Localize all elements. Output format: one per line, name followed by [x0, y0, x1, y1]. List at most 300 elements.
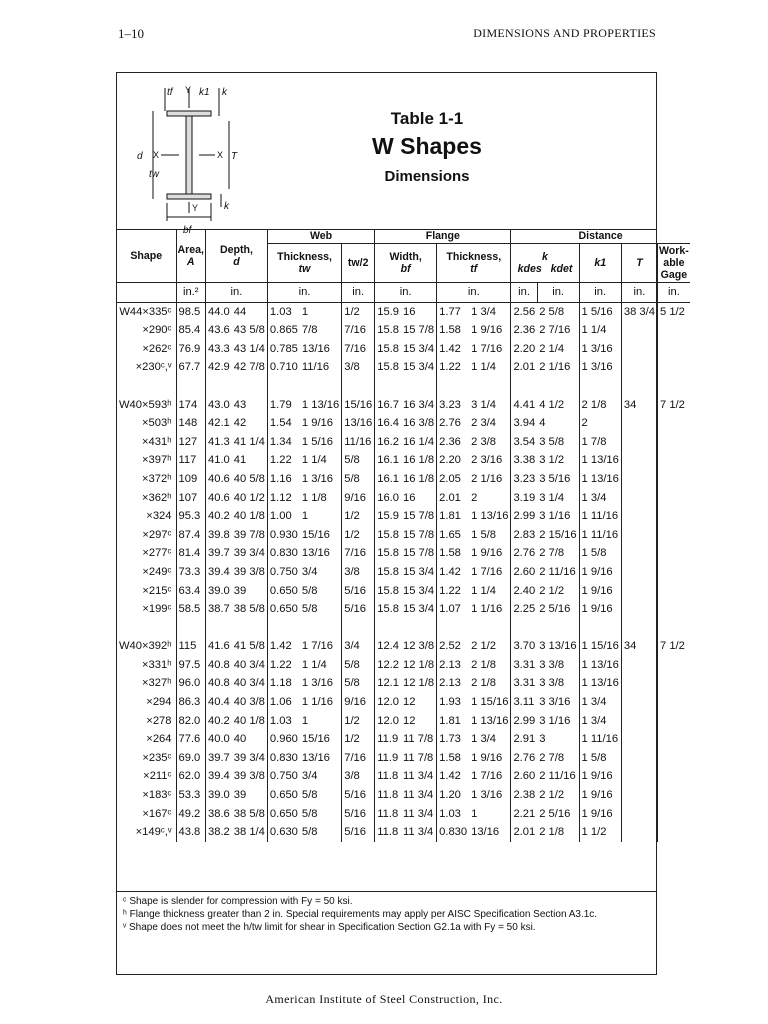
table-cell: 7/16	[342, 340, 375, 359]
table-row	[117, 526, 690, 545]
table-cell: 11 7/8	[403, 733, 434, 746]
label-bf: bf	[183, 225, 192, 236]
table-cell: 1.42	[267, 637, 300, 656]
table-cell: 107	[176, 489, 206, 508]
table-cell: 12 1/8	[403, 677, 435, 690]
table-cell: 15.8	[375, 582, 401, 601]
spacer-cell	[375, 619, 401, 638]
table-cell: 15 3/4	[403, 584, 435, 597]
table-cell: 1 1/4	[301, 454, 327, 467]
table-cell: 11/16	[342, 433, 375, 452]
table-cell: 5/8	[301, 603, 318, 616]
table-cell: 0.865	[267, 321, 300, 340]
table-cell: 3 13/16	[539, 640, 577, 653]
table-cell: 39.0	[206, 786, 232, 805]
table-row	[117, 489, 690, 508]
table-cell: ×331ʰ	[142, 658, 172, 671]
table-cell: 40 5/8	[233, 472, 265, 485]
table-cell: 1.93	[437, 693, 470, 712]
table-cell: 38.6	[206, 805, 232, 824]
table-cell: 3.31	[511, 656, 537, 675]
table-cell: ×294	[146, 696, 172, 709]
table-cell: 1 9/16	[579, 563, 621, 582]
table-cell	[621, 730, 657, 749]
table-cell: 69.0	[176, 749, 206, 768]
table-cell: 1 5/8	[579, 544, 621, 563]
table-cell: 11.8	[375, 823, 401, 842]
group-spacer	[117, 377, 690, 396]
table-cell: 3 1/4	[471, 398, 496, 411]
header-flange-width-symbol: bf	[400, 263, 411, 275]
table-cell: 5/8	[301, 789, 318, 802]
table-row	[117, 730, 690, 749]
table-cell: 2 3/16	[471, 454, 503, 467]
header-flange-thickness-label: Thickness,	[446, 251, 502, 263]
table-cell: 43	[233, 398, 247, 411]
table-cell	[621, 544, 657, 563]
table-cell: 11 3/4	[403, 826, 434, 839]
table-row	[117, 693, 690, 712]
table-cell: 1.22	[437, 582, 470, 601]
units-row	[117, 283, 690, 303]
table-cell: 13/16	[301, 342, 330, 355]
table-cell: 15.8	[375, 600, 401, 619]
running-head: DIMENSIONS AND PROPERTIES	[473, 26, 656, 40]
table-cell: 39 7/8	[233, 528, 265, 541]
header-web-thickness	[267, 244, 341, 283]
table-cell: 1/2	[342, 526, 375, 545]
table-cell	[621, 600, 657, 619]
label-T: T	[231, 151, 238, 162]
table-cell	[657, 656, 689, 675]
table-cell: 11 3/4	[403, 789, 434, 802]
unit-blank	[117, 283, 176, 303]
unit-cell: in.	[511, 283, 537, 303]
label-k-top: k	[222, 87, 227, 98]
table-cell: ×230ᶜ,ᵛ	[135, 361, 172, 374]
header-web-thickness-label: Thickness,	[277, 251, 332, 263]
table-cell: 2.36	[437, 433, 470, 452]
table-cell: 38 1/4	[233, 826, 265, 839]
table-cell: 1 3/16	[471, 789, 503, 802]
header-depth-symbol: d	[233, 255, 240, 268]
table-cell: ×235ᶜ	[142, 751, 172, 764]
table-cell: 16.1	[375, 451, 401, 470]
table-cell: 15.8	[375, 544, 401, 563]
table-cell: 16 1/4	[403, 435, 435, 448]
unit-cell: in.	[437, 283, 511, 303]
spacer-cell	[437, 377, 470, 396]
table-cell: 15.9	[375, 302, 401, 321]
table-row	[117, 396, 690, 415]
table-cell: ×167ᶜ	[142, 807, 172, 820]
table-cell: 16.0	[375, 489, 401, 508]
table-cell	[621, 526, 657, 545]
table-cell	[621, 451, 657, 470]
table-cell: ×277ᶜ	[142, 547, 172, 560]
table-cell: 1 9/16	[579, 600, 621, 619]
table-cell: 43.0	[206, 396, 232, 415]
table-cell	[621, 656, 657, 675]
header-gage: Work- able Gage	[658, 245, 689, 281]
table-cell: 15 3/4	[403, 361, 435, 374]
table-cell: 5/8	[342, 470, 375, 489]
table-cell: 3 5/8	[539, 435, 565, 448]
header-area-symbol: A	[186, 255, 195, 268]
table-cell: 3.38	[511, 451, 537, 470]
table-cell: 1	[471, 807, 478, 820]
table-cell: 11.8	[375, 767, 401, 786]
table-cell: 1 9/16	[579, 805, 621, 824]
table-cell: 0.650	[267, 786, 300, 805]
table-row	[117, 786, 690, 805]
table-cell: 38 5/8	[233, 603, 265, 616]
header-distance: Distance	[511, 229, 690, 244]
table-row	[117, 358, 690, 377]
table-cell: 3 5/16	[539, 472, 571, 485]
table-cell: ×372ʰ	[142, 472, 172, 485]
table-cell: 1.65	[437, 526, 470, 545]
table-cell: 97.5	[176, 656, 206, 675]
table-cell	[657, 600, 689, 619]
table-cell: 0.750	[267, 767, 300, 786]
table-cell: 1	[301, 714, 309, 727]
table-cell: 1 5/16	[579, 302, 621, 321]
spacer-cell	[579, 619, 621, 638]
table-cell: ×183ᶜ	[142, 789, 172, 802]
notes-rule	[117, 891, 656, 892]
table-cell: 11/16	[301, 361, 330, 374]
header-k	[511, 244, 579, 283]
table-cell: 12	[403, 714, 416, 727]
table-cell: 40.8	[206, 674, 232, 693]
table-cell: 5/8	[301, 584, 318, 597]
table-cell: 7/16	[342, 321, 375, 340]
unit-cell: in.	[206, 283, 268, 303]
table-cell: 12 1/8	[403, 658, 435, 671]
table-cell: 2.99	[511, 507, 537, 526]
table-cell: 11.8	[375, 786, 401, 805]
table-row	[117, 674, 690, 693]
table-cell: 1.58	[437, 544, 470, 563]
table-row	[117, 507, 690, 526]
table-cell: 1/2	[342, 730, 375, 749]
table-cell: 39.0	[206, 582, 232, 601]
table-cell: 0.960	[267, 730, 300, 749]
header-flange-width	[375, 244, 437, 283]
table-cell: 3/4	[342, 637, 375, 656]
table-cell: 2.13	[437, 656, 470, 675]
table-cell	[657, 749, 689, 768]
table-row	[117, 637, 690, 656]
table-cell: 3/4	[301, 565, 318, 578]
unit-cell: in.	[375, 283, 437, 303]
table-cell: 1/2	[342, 302, 375, 321]
table-cell: 1.42	[437, 563, 470, 582]
table-cell: 1 13/16	[579, 674, 621, 693]
table-cell: 5/16	[342, 805, 375, 824]
table-cell: 1 3/16	[301, 677, 333, 690]
header-depth	[206, 229, 268, 283]
header-shape: Shape	[117, 229, 176, 283]
table-cell: 12.0	[375, 712, 401, 731]
table-cell: 3 3/8	[539, 677, 565, 690]
table-row	[117, 470, 690, 489]
table-cell: 2.21	[511, 805, 537, 824]
table-cell: 1.22	[267, 451, 300, 470]
table-cell: 38.2	[206, 823, 232, 842]
table-cell: 0.785	[267, 340, 300, 359]
table-cell: 117	[176, 451, 206, 470]
table-cell: 39 3/8	[233, 565, 265, 578]
table-cell: 1 5/8	[579, 749, 621, 768]
table-cell	[621, 358, 657, 377]
table-cell	[621, 340, 657, 359]
table-cell: 1 11/16	[579, 507, 621, 526]
table-cell: 1 13/16	[301, 398, 340, 411]
table-cell: 44	[233, 305, 247, 318]
table-cell: ×503ʰ	[142, 417, 172, 430]
table-cell: 85.4	[176, 321, 206, 340]
table-cell: 1 9/16	[471, 324, 503, 337]
table-cell: 1.42	[437, 340, 470, 359]
label-x-right: X	[217, 150, 224, 160]
table-cell	[657, 823, 689, 842]
spacer-cell	[401, 377, 437, 396]
table-cell: W40×593ʰ	[119, 398, 172, 411]
spacer-cell	[176, 619, 206, 638]
table-cell: 49.2	[176, 805, 206, 824]
table-cell: 0.830	[437, 823, 470, 842]
table-cell: 39 3/4	[233, 547, 265, 560]
table-row	[117, 656, 690, 675]
table-cell: 96.0	[176, 674, 206, 693]
table-cell	[657, 433, 689, 452]
table-cell: 58.5	[176, 600, 206, 619]
table-cell: 34	[621, 396, 657, 415]
table-cell: 34	[621, 637, 657, 656]
table-cell: ×215ᶜ	[142, 584, 172, 597]
table-cell: ×297ᶜ	[142, 528, 172, 541]
table-cell: 1 3/16	[579, 340, 621, 359]
table-row	[117, 600, 690, 619]
table-row	[117, 340, 690, 359]
table-cell: 3 1/2	[539, 454, 565, 467]
table-cell: 1 7/16	[471, 342, 503, 355]
table-cell: 39	[233, 789, 247, 802]
table-cell	[657, 582, 689, 601]
table-cell: 16.4	[375, 414, 401, 433]
table-cell	[621, 414, 657, 433]
table-cell: 5/8	[301, 826, 318, 839]
table-row	[117, 544, 690, 563]
table-row	[117, 414, 690, 433]
table-cell: 1 3/4	[471, 305, 496, 318]
table-cell	[621, 321, 657, 340]
table-cell: 15 7/8	[403, 324, 435, 337]
table-cell: 98.5	[176, 302, 206, 321]
footnote-v: ᵛ Shape does not meet the h/tw limit for shear in Specification Section G2.1a with Fy = 50 ksi.	[123, 922, 536, 933]
table-cell: 1 9/16	[579, 767, 621, 786]
unit-cell: in.	[621, 283, 657, 303]
table-cell: 1 7/16	[471, 770, 503, 783]
table-cell: 15 3/4	[403, 603, 435, 616]
table-cell	[621, 805, 657, 824]
table-cell: 1 5/8	[471, 528, 496, 541]
header-k-label: k	[542, 251, 548, 263]
footer-publisher: American Institute of Steel Construction, Inc.	[265, 992, 503, 1006]
header-web-thickness-symbol: tw	[298, 263, 311, 275]
table-cell: 62.0	[176, 767, 206, 786]
label-x-left: X	[153, 150, 160, 160]
table-cell: 40 3/8	[233, 696, 265, 709]
table-cell: 40 1/8	[233, 510, 265, 523]
table-cell: 2.76	[511, 544, 537, 563]
header-k1-label: k1	[594, 257, 607, 269]
label-k1: k1	[199, 87, 210, 98]
table-cell: 0.650	[267, 600, 300, 619]
table-cell	[621, 674, 657, 693]
table-cell: 40.2	[206, 507, 232, 526]
table-cell: 3 1/16	[539, 714, 571, 727]
table-cell: 67.7	[176, 358, 206, 377]
table-cell: 1 1/2	[579, 823, 621, 842]
unit-cell: in.²	[176, 283, 206, 303]
table-cell: 15 7/8	[403, 528, 435, 541]
table-cell	[621, 470, 657, 489]
table-cell: 2 5/16	[539, 603, 571, 616]
table-cell: 1 1/4	[471, 584, 496, 597]
table-cell	[657, 451, 689, 470]
table-cell: 7 1/2	[657, 396, 689, 415]
table-cell: 115	[176, 637, 206, 656]
table-cell: 2.91	[511, 730, 537, 749]
header-area	[176, 229, 206, 283]
table-cell: 15.8	[375, 526, 401, 545]
table-cell: 3/8	[342, 358, 375, 377]
table-cell: 81.4	[176, 544, 206, 563]
table-cell: 15/16	[301, 733, 330, 746]
table-cell: 1 3/4	[579, 693, 621, 712]
table-cell: 1.07	[437, 600, 470, 619]
table-cell: 1 13/16	[471, 714, 509, 727]
spacer-cell	[117, 377, 176, 396]
table-cell: 13/16	[301, 547, 330, 560]
table-cell: 41.6	[206, 637, 232, 656]
table-cell: 16 3/8	[403, 417, 435, 430]
table-cell: 5/16	[342, 786, 375, 805]
table-cell: 2.20	[511, 340, 537, 359]
table-cell: 11 3/4	[403, 770, 434, 783]
spacer-cell	[300, 377, 342, 396]
table-cell: 2 1/16	[539, 361, 571, 374]
header-web: Web	[267, 229, 374, 244]
table-cell: 2	[579, 414, 621, 433]
table-cell: 40	[233, 733, 247, 746]
table-cell: 1.00	[267, 507, 300, 526]
footnote-h: ʰ Flange thickness greater than 2 in. Special requirements may apply per AISC Specification Section A3.1c.	[123, 909, 598, 920]
spacer-cell	[511, 619, 537, 638]
table-cell: 11 3/4	[403, 807, 434, 820]
table-cell	[657, 507, 689, 526]
spacer-cell	[657, 377, 689, 396]
spacer-cell	[469, 377, 511, 396]
unit-cell: in.	[657, 283, 689, 303]
table-cell: 11.8	[375, 805, 401, 824]
table-cell: 1 9/16	[301, 417, 333, 430]
table-cell: 3 1/16	[539, 510, 571, 523]
unit-cell: in.	[342, 283, 375, 303]
header-T-label: T	[636, 257, 643, 269]
table-cell: 16.7	[375, 396, 401, 415]
table-cell: 2 1/8	[539, 826, 565, 839]
table-cell: 2	[471, 491, 478, 504]
table-cell: 11.9	[375, 749, 401, 768]
table-cell: 16.2	[375, 433, 401, 452]
table-cell: 1 11/16	[579, 526, 621, 545]
unit-cell: in.	[267, 283, 341, 303]
table-cell	[621, 433, 657, 452]
table-cell: ×324	[146, 510, 172, 523]
table-cell: 7/16	[342, 749, 375, 768]
table-cell: 42	[233, 417, 247, 430]
table-cell: 1.16	[267, 470, 300, 489]
table-cell: 1 9/16	[471, 751, 503, 764]
table-cell: ×249ᶜ	[142, 565, 172, 578]
header-kdet: kdet	[550, 263, 573, 275]
unit-cell: in.	[537, 283, 579, 303]
table-cell: ×290ᶜ	[142, 324, 172, 337]
table-cell: 95.3	[176, 507, 206, 526]
table-cell: 43.3	[206, 340, 232, 359]
table-cell: 2 1/2	[539, 789, 565, 802]
table-cell: 1.81	[437, 712, 470, 731]
table-cell: 1 3/4	[471, 733, 496, 746]
table-cell: 43 1/4	[233, 342, 265, 355]
table-cell: 43.8	[176, 823, 206, 842]
table-cell: 15 3/4	[403, 342, 435, 355]
table-cell: 1 7/16	[471, 565, 503, 578]
table-cell: 5/16	[342, 600, 375, 619]
table-row	[117, 302, 690, 321]
table-cell	[621, 712, 657, 731]
table-cell: 43.6	[206, 321, 232, 340]
table-cell: 12.0	[375, 693, 401, 712]
table-cell: 3	[539, 733, 546, 746]
table-cell: 1 13/16	[471, 510, 509, 523]
table-cell: 1/2	[342, 712, 375, 731]
table-cell: 1.34	[267, 433, 300, 452]
table-cell	[657, 489, 689, 508]
table-cell: ×199ᶜ	[142, 603, 172, 616]
table-cell: 0.650	[267, 805, 300, 824]
spacer-cell	[300, 619, 342, 638]
table-cell	[657, 730, 689, 749]
table-cell: 40.0	[206, 730, 232, 749]
table-cell: 16 1/8	[403, 454, 435, 467]
header-flange-thickness	[437, 244, 511, 283]
table-cell: 3.70	[511, 637, 537, 656]
spacer-cell	[657, 619, 689, 638]
table-cell: 41	[233, 454, 247, 467]
table-cell: 1 1/4	[301, 658, 327, 671]
table-cell: 2 3/4	[471, 417, 496, 430]
spacer-cell	[267, 619, 300, 638]
table-cell: 174	[176, 396, 206, 415]
table-cell: 2 11/16	[539, 770, 576, 783]
table-row	[117, 712, 690, 731]
table-cell: 1	[301, 305, 309, 318]
